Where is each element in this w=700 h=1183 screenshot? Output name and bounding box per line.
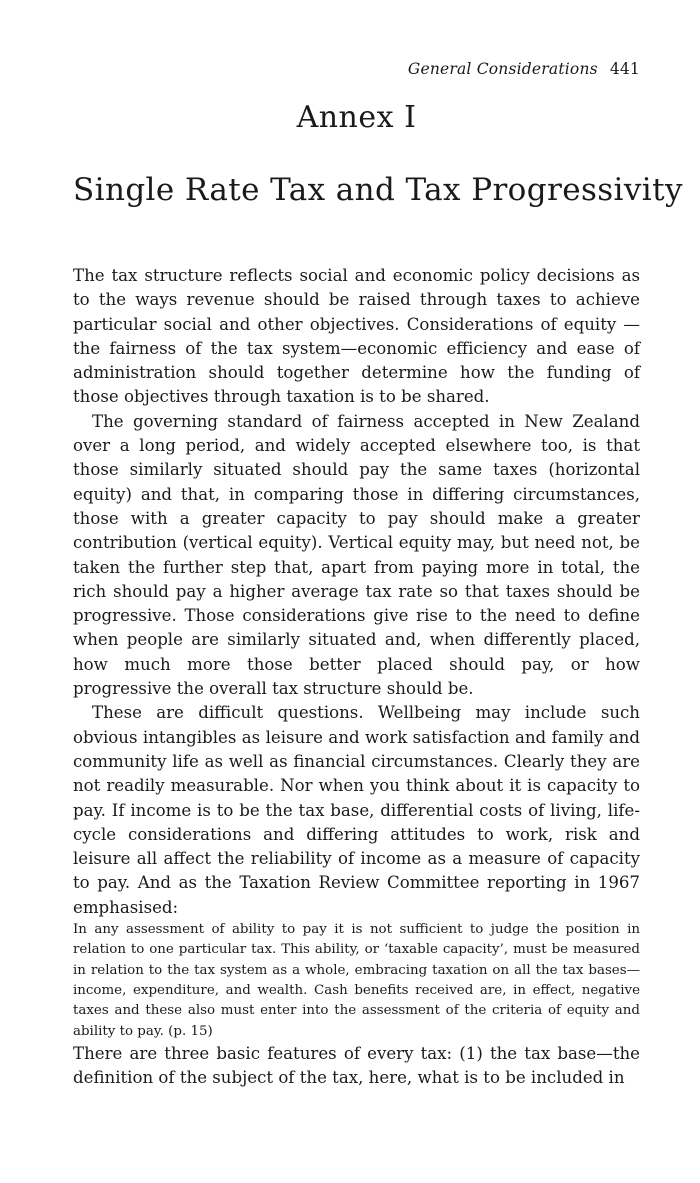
paragraph-2: The governing standard of fairness accepted in New Zealand over a long period, and widely accepted elsewhere too, is that those similarly situated should pay the same taxes (horizontal equity) and that, in comparing those in differing circumstances, those with a greater capacity to pay should make a greater contribution (vertical equity). Vertical equity may, but need not, be taken the further step that, apart from paying more in total, the rich should pay a higher average tax rate so that taxes should be progressive. Those considerations give rise to the need to define when people are similarly situated and, when differently placed, how much more those better placed should pay, or how progressive the overall tax structure should be. (73, 411, 640, 699)
closing-paragraph: There are three basic features of every tax: (1) the tax base—the definition of the subject of the tax, here, what is to be included in (73, 1043, 640, 1088)
running-head (408, 60, 640, 78)
paragraph-1: The tax structure reflects social and economic policy decisions as to the ways revenue should be raised through taxes to achieve particular social and other objectives. Considerations of equity —the fairness of the tax system—economic efficiency and ease of administration should together determine how the funding of those objectives through taxation is to be shared. (73, 266, 640, 407)
chapter-title: Single Rate Tax and Tax Progressivity (73, 172, 683, 208)
body-text (73, 264, 640, 1090)
running-head-section: General Considerations (407, 60, 598, 78)
block-quote: In any assessment of ability to pay it is not sufficient to judge the position in relation to one particular tax. This ability, or ‘taxable capacity’, must be measured in relation to the tax system as a whole, embracing taxation on all the tax bases—income, expenditure, and wealth. Cash benefits received are, in effect, negative taxes and these also must enter into the assessment of the criteria of equity and ability to pay. (p. 15) (73, 922, 640, 1039)
annex-title: Annex I (296, 100, 417, 135)
paragraph-3: These are difficult questions. Wellbeing may include such obvious intangibles as leisure and work satisfaction and family and community life as well as financial circumstances. Clearly they are not readily measurable. Nor when you think about it is capacity to pay. If income is to be the tax base, differential costs of living, life-cycle considerations and differing attitudes to work, risk and leisure all affect the reliability of income as a measure of capacity to pay. And as the Taxation Review Committee reporting in 1967 emphasised: (73, 703, 640, 917)
page-number: 441 (609, 60, 640, 78)
